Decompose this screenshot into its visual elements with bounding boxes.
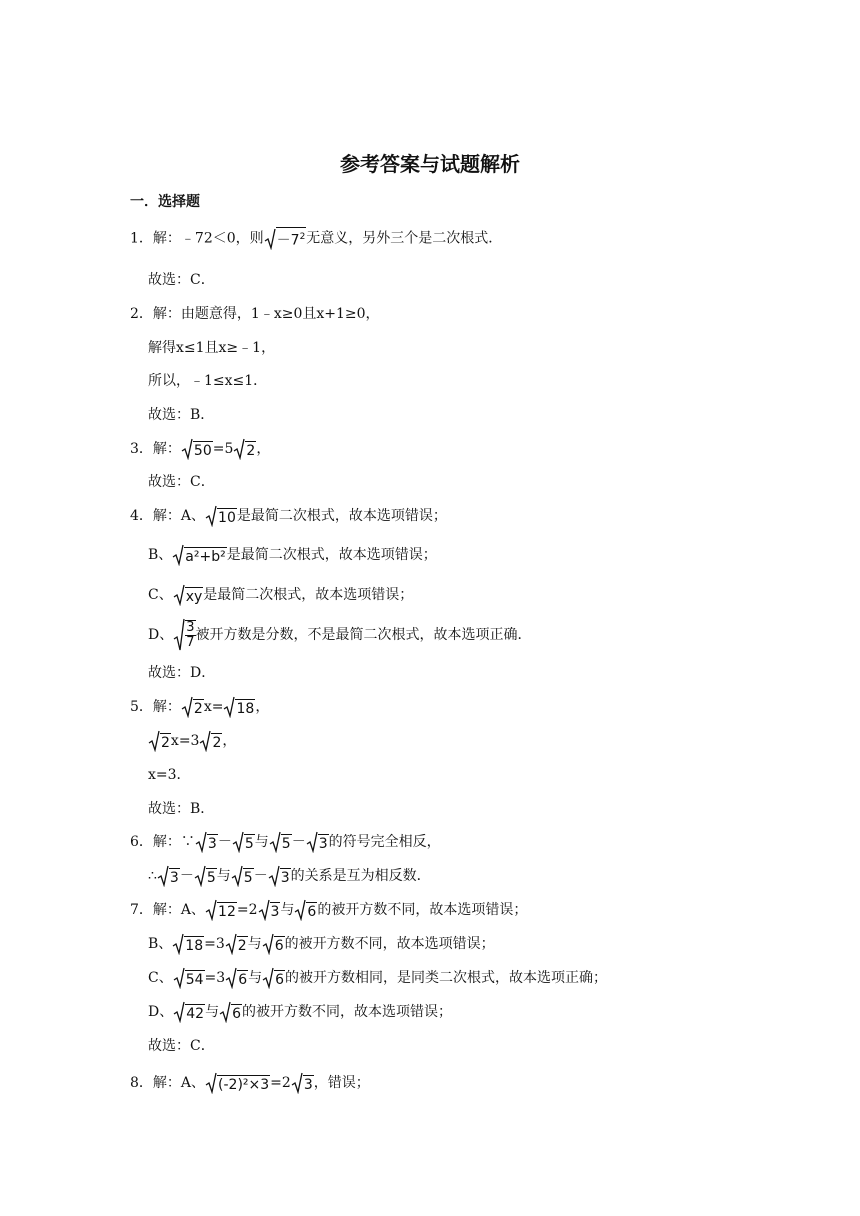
q4-c-suffix: 是最简二次根式，故本选项错误； (203, 587, 414, 603)
radical (148, 730, 171, 752)
q4-d-prefix: D、 (148, 627, 174, 643)
radicand: 2 (161, 735, 170, 751)
q6-prefix: 6．解：∵ (130, 834, 195, 850)
q5-suffix: ， (255, 699, 270, 715)
q7-c-suffix: 的被开方数相同，是同类二次根式，故本选项正确； (285, 970, 608, 986)
radical (199, 730, 222, 752)
q6-suffix: 的符号完全相反， (328, 834, 441, 850)
q7-b-with: 与 (247, 936, 262, 952)
q5-choice: 故选：B． (148, 801, 215, 817)
radicand: 6 (232, 1006, 241, 1022)
radical (181, 438, 213, 460)
radical (219, 1001, 242, 1023)
radicand: 3 (207, 836, 217, 852)
q1-suffix: 无意义，另外三个是二次根式． (306, 230, 503, 247)
q7-c-with: 与 (248, 970, 263, 986)
q4-line-a (130, 505, 447, 527)
q6-l2-prefix: ∴ (148, 868, 157, 884)
q3-suffix: ， (256, 441, 271, 457)
q5-l2-mid: x=3 (170, 733, 200, 749)
radical (181, 696, 204, 718)
q4-b-suffix: 是最简二次根式，故本选项错误； (226, 547, 437, 563)
q7-a-with: 与 (280, 902, 295, 918)
radical (306, 831, 329, 853)
q7-line-a (130, 899, 527, 921)
page-title: 参考答案与试题解析 (340, 152, 520, 176)
q7-a-prefix: 7．解：A、 (130, 902, 206, 918)
q7-a-suffix: 的被开方数不同，故本选项错误； (317, 902, 528, 918)
radical (294, 899, 317, 921)
fraction-denominator: 7 (186, 635, 195, 650)
q4-a-suffix: 是最简二次根式，故本选项错误； (236, 508, 447, 524)
q5-l2-suffix: ， (222, 733, 237, 749)
radical (262, 967, 285, 989)
q3-prefix: 3．解： (130, 441, 181, 457)
q1-exponent: 2 (299, 232, 306, 242)
radical (205, 1072, 270, 1094)
q4-a-prefix: 4．解：A、 (130, 508, 206, 524)
minus-sign: － (217, 834, 232, 850)
radicand: 3 (303, 1077, 313, 1093)
radical (225, 967, 248, 989)
radical (225, 933, 248, 955)
q4-d-suffix: 被开方数是分数，不是最简二次根式，故本选项正确． (195, 627, 532, 643)
radical (173, 618, 195, 652)
q6-l2-suffix: 的关系是互为相反数． (290, 868, 431, 884)
radical (232, 831, 255, 853)
q5-x: x= (203, 699, 224, 715)
q2-line2: 解得x≤1且x≥﹣1， (148, 340, 276, 356)
q5-line2 (148, 730, 236, 752)
fraction-numerator: 3 (186, 620, 195, 635)
radical (173, 1001, 205, 1023)
q8-eq: =2 (270, 1075, 291, 1091)
radicand: 5 (243, 870, 253, 886)
q7-d-suffix: 的被开方数不同，故本选项错误； (241, 1004, 452, 1020)
q1-radicand: －7 (276, 232, 300, 249)
radical (205, 505, 237, 527)
q1-choice: 故选：C． (148, 272, 215, 288)
q2-line3: 所以，﹣1≤x≤1． (148, 373, 268, 389)
q4-choice: 故选：D． (148, 665, 216, 681)
q4-c-prefix: C、 (148, 587, 173, 603)
radical (233, 438, 256, 460)
radicand: 2 (246, 443, 256, 459)
radicand: 6 (238, 972, 248, 988)
q4-line-d (148, 618, 532, 652)
radicand: 3 (270, 904, 280, 920)
radicand: 54 (185, 972, 204, 988)
q1-prefix: 1．解：﹣72＜0，则 (130, 230, 264, 247)
q6-line1 (130, 831, 441, 853)
q5-prefix: 5．解： (130, 699, 181, 715)
q7-b-eq: =3 (204, 936, 225, 952)
radicand: 5 (206, 870, 216, 886)
radical (264, 227, 307, 250)
radical (194, 865, 217, 887)
radicand: 10 (218, 510, 236, 526)
q1-line (130, 227, 502, 250)
radical (262, 933, 285, 955)
q5-line1 (130, 696, 269, 718)
q8-prefix: 8．解：A、 (130, 1075, 206, 1091)
radicand: 6 (307, 904, 317, 920)
q7-d-prefix: D、 (148, 1004, 174, 1020)
q2-line1: 2．解：由题意得，1﹣x≥0且x+1≥0， (130, 306, 380, 322)
q7-d-with: 与 (205, 1004, 220, 1020)
radicand: 6 (275, 972, 285, 988)
radical (291, 1072, 314, 1094)
q4-line-b (148, 544, 437, 566)
radicand: 50 (193, 443, 212, 459)
minus-sign: － (253, 868, 268, 884)
q2-choice: 故选：B． (148, 407, 215, 423)
radicand: 2 (212, 735, 222, 751)
radicand: a²+b² (185, 549, 226, 565)
q7-choice: 故选：C． (148, 1038, 215, 1054)
q8-suffix: ，错误； (313, 1075, 370, 1091)
section-heading: 一．选择题 (130, 194, 200, 210)
radicand: 5 (281, 836, 291, 852)
radicand: 18 (185, 938, 204, 954)
radicand: xy (185, 589, 203, 605)
radical (268, 865, 291, 887)
radicand: 2 (193, 701, 203, 717)
q8-line (130, 1072, 370, 1094)
radical (173, 584, 204, 606)
minus-sign: － (291, 834, 306, 850)
q7-b-suffix: 的被开方数不同，故本选项错误； (284, 936, 495, 952)
radicand: 42 (186, 1006, 205, 1022)
radicand: 18 (236, 701, 255, 717)
q3-mid: =5 (212, 441, 234, 457)
radicand: (-2)²×3 (218, 1077, 270, 1093)
radical (258, 899, 281, 921)
q6-mid: 与 (216, 868, 231, 884)
radicand: 5 (244, 836, 254, 852)
q6-mid: 与 (254, 834, 269, 850)
q4-b-prefix: B、 (148, 547, 173, 563)
radicand: 12 (218, 904, 236, 920)
q7-a-eq: =2 (236, 902, 258, 918)
minus-sign: － (179, 868, 194, 884)
radical (205, 899, 237, 921)
q3-line (130, 438, 270, 460)
radical (172, 544, 226, 566)
radical (231, 865, 254, 887)
q7-line-c (148, 967, 607, 989)
radical (157, 865, 180, 887)
radicand: 3 (318, 836, 328, 852)
radicand: 3 (169, 870, 179, 886)
q7-line-d (148, 1001, 452, 1023)
radicand: 6 (274, 938, 284, 954)
radical (269, 831, 292, 853)
q4-line-c (148, 584, 413, 606)
radicand: 2 (237, 938, 247, 954)
q5-line3: x=3． (148, 767, 191, 783)
q7-c-prefix: C、 (148, 970, 173, 986)
radicand: 3 (280, 870, 290, 886)
radical (223, 696, 255, 718)
radical (173, 967, 205, 989)
q3-choice: 故选：C． (148, 474, 215, 490)
q7-b-prefix: B、 (148, 936, 173, 952)
q7-c-eq: =3 (204, 970, 226, 986)
q6-line2 (148, 865, 431, 887)
radical (172, 933, 204, 955)
radical (195, 831, 218, 853)
q7-line-b (148, 933, 495, 955)
